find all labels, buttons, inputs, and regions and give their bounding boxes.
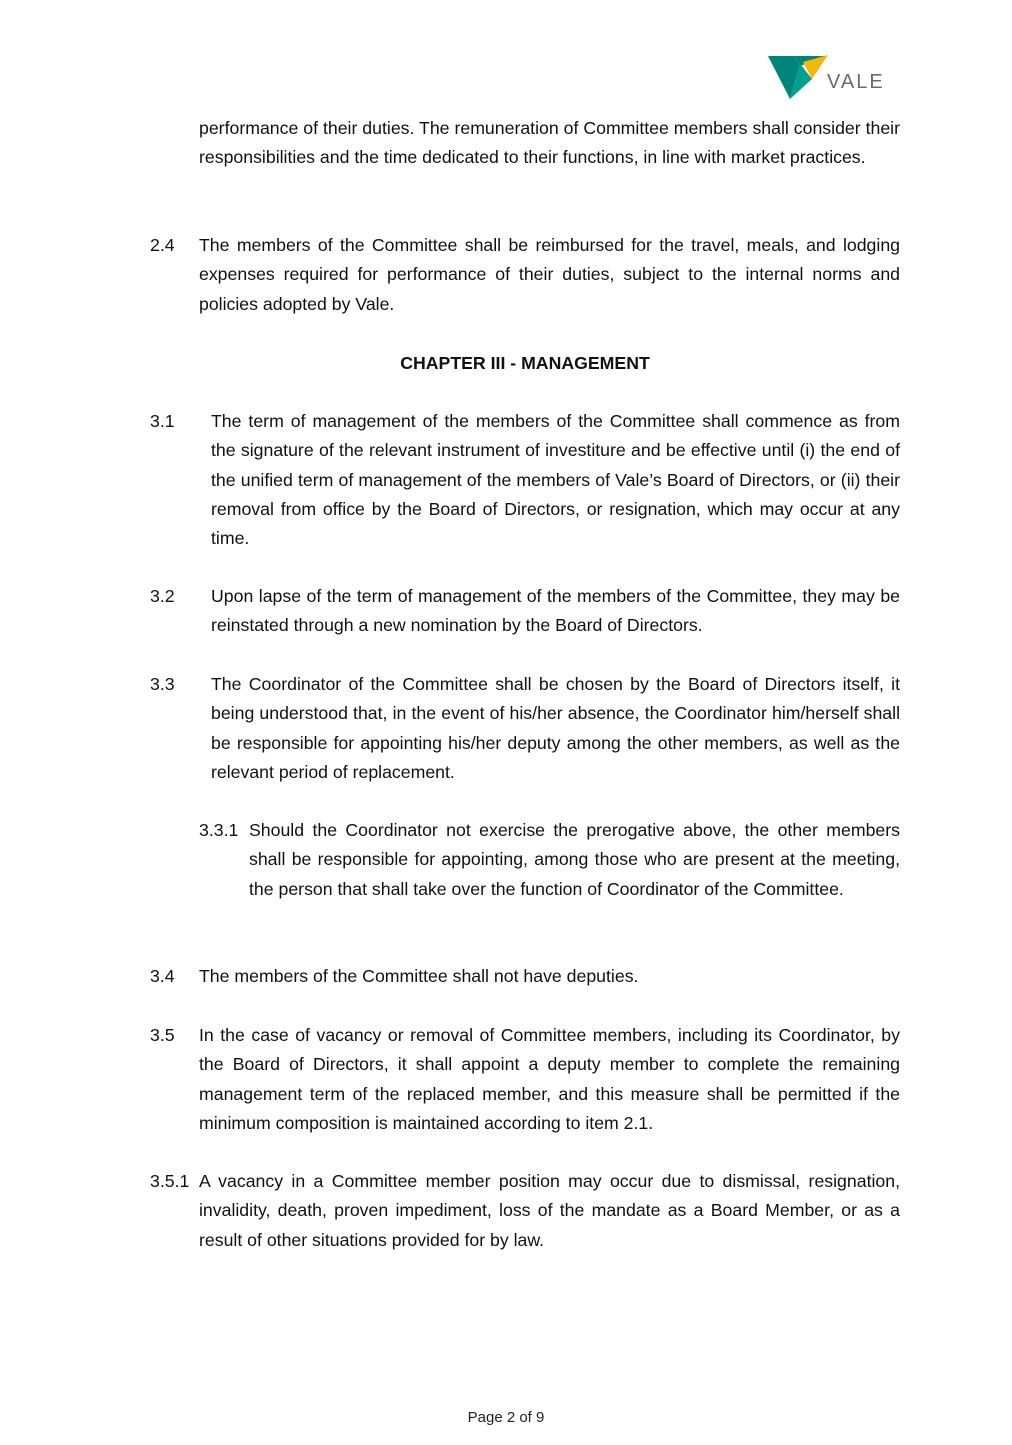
clause-number: 3.5 xyxy=(150,1025,175,1045)
clause-3-5 xyxy=(150,1021,900,1138)
clause-number: 2.4 xyxy=(150,235,175,255)
clause-text: A vacancy in a Committee member position may occur due to dismissal, resignation, invalidity, death, proven impediment, loss of the mandate as a Board Member, or as a result of other situations provided for by law. xyxy=(199,1171,900,1250)
clause-3-4 xyxy=(150,962,900,991)
vale-logo xyxy=(768,52,898,102)
clause-2-4 xyxy=(150,231,900,319)
clause-text: Should the Coordinator not exercise the prerogative above, the other members shall be responsible for appointing, among those who are present at the meeting, the person that shall take over the function of Coordinator of the Committee. xyxy=(249,820,900,899)
page-number: Page 2 of 9 xyxy=(467,1409,545,1426)
clause-number: 3.3.1 xyxy=(199,820,239,840)
clause-text: The members of the Committee shall not have deputies. xyxy=(199,966,639,986)
clause-text: In the case of vacancy or removal of Committee members, including its Coordinator, by the Board of Directors, it shall appoint a deputy member to complete the remaining management term of the replaced member, and this measure shall be permitted if the minimum composition is maintained according to item 2.1. xyxy=(199,1025,900,1133)
clause-text: Upon lapse of the term of management of the members of the Committee, they may be reinstated through a new nomination by the Board of Directors. xyxy=(211,586,900,636)
clause-text: The Coordinator of the Committee shall be chosen by the Board of Directors itself, it being understood that, in the event of his/her absence, the Coordinator him/herself shall be responsible for appointing his/her deputy among the other members, as well as the relevant period of replacement. xyxy=(211,674,900,782)
paragraph-continuation xyxy=(150,114,900,173)
clause-3-3 xyxy=(150,670,900,787)
clause-text: The term of management of the members of the Committee shall commence as from the signature of the relevant instrument of investiture and be effective until (i) the end of the unified term of management of the members of Vale’s Board of Directors, or (ii) their removal from office by the Board of Directors, or resignation, which may occur at any time. xyxy=(211,411,900,549)
clause-number: 3.2 xyxy=(150,586,175,606)
clause-number: 3.5.1 xyxy=(150,1171,190,1191)
clause-3-1 xyxy=(150,407,900,553)
clause-3-3-1 xyxy=(199,816,900,904)
vale-logo-mark-icon xyxy=(768,52,828,100)
clause-number: 3.3 xyxy=(150,674,175,694)
clause-text: The members of the Committee shall be reimbursed for the travel, meals, and lodging expenses required for performance of their duties, subject to the internal norms and policies adopted by Vale. xyxy=(199,235,900,314)
vale-logo-text: VALE xyxy=(827,71,885,93)
clause-3-5-1 xyxy=(150,1167,900,1255)
clause-number: 3.4 xyxy=(150,966,175,986)
clause-3-2 xyxy=(150,582,900,641)
paragraph-text: performance of their duties. The remuneration of Committee members shall consider their responsibilities and the time dedicated to their functions, in line with market practices. xyxy=(199,118,900,168)
chapter-heading: CHAPTER III - MANAGEMENT xyxy=(400,353,650,373)
clause-number: 3.1 xyxy=(150,411,175,431)
